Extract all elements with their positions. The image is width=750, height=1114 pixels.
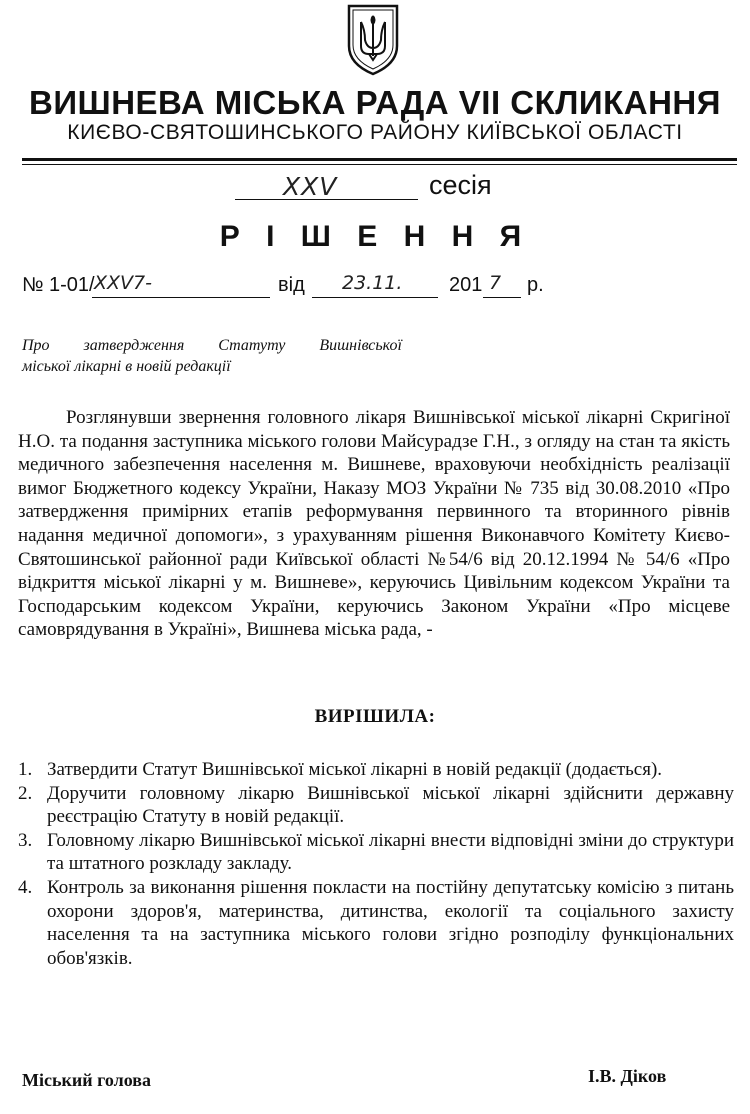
number-underline xyxy=(92,297,270,298)
item-number: 3. xyxy=(18,829,33,851)
list-item xyxy=(18,876,734,970)
decision-number: XXV7- xyxy=(94,272,152,294)
decision-title: Р І Ш Е Н Н Я xyxy=(219,220,531,253)
decision-date: 23.11. xyxy=(342,272,403,294)
subject-line-1: Про затвердження Статуту Вишнівської xyxy=(22,337,402,354)
council-region: КИЄВО-СВЯТОШИНСЬКОГО РАЙОНУ КИЇВСЬКОЇ ОБЛАСТІ xyxy=(67,121,683,144)
date-underline xyxy=(312,297,438,298)
coat-of-arms-icon xyxy=(343,0,403,78)
resolved-heading: ВИРІШИЛА: xyxy=(314,706,436,727)
subject-line-2: міської лікарні в новій редакції xyxy=(22,358,231,375)
list-item xyxy=(18,758,734,782)
item-number: 1. xyxy=(18,759,33,780)
list-item xyxy=(18,829,734,876)
item-text: Доручити головному лікарю Вишнівської міської лікарні здійснити державну реєстрацію Статуту в новій редакції. xyxy=(47,782,734,828)
council-name: ВИШНЕВА МІСЬКА РАДА VII СКЛИКАННЯ xyxy=(29,84,721,121)
decision-subject xyxy=(22,335,402,377)
signatory-name: І.В. Діков xyxy=(588,1066,667,1086)
year-prefix: 201 xyxy=(449,274,483,296)
session-label: сесія xyxy=(429,170,492,200)
year-digit: 7 xyxy=(489,272,502,294)
item-text: Затвердити Статут Вишнівської міської лікарні в новій редакції (додається). xyxy=(47,759,663,780)
year-underline xyxy=(483,297,521,298)
decision-items xyxy=(18,758,734,970)
number-prefix: № 1-01/ xyxy=(22,274,95,296)
signatory-title: Міський голова xyxy=(22,1070,151,1090)
preamble-paragraph: Розглянувши звернення головного лікаря Вишнівської міської лікарні Скригіної Н.О. та подання заступника міського голови Майсурадзе Г.Н., з огляду на стан та якість медичного забезпечення населення м. Вишневе, враховуючи необхідність реалізації вимог Бюджетного кодексу України, Наказу МОЗ України № 735 від 30.08.2010 «Про затвердження примірних етапів реформування первинного та вторинного рівнів надання медичної допомоги», з урахуванням рішення Виконавчого Комітету Києво-Святошинської районної ради Київської області №54/6 від 20.12.1994 № 54/6 «Про відкриття міської лікарні у м. Вишневе», керуючись Цивільним кодексом України та Господарським кодексом України, керуючись Законом України «Про місцеве самоврядування в Україні», Вишнева міська рада, - xyxy=(18,407,730,641)
item-number: 2. xyxy=(18,782,33,804)
header-divider-thin xyxy=(22,164,737,165)
item-number: 4. xyxy=(18,876,33,898)
item-text: Контроль за виконання рішення покласти на постійну депутатську комісію з питань охорони здоров'я, материнства, дитинства, екології та соціального захисту населення та на заступника міського голови згідно розподілу функціональних обов'язків. xyxy=(47,876,734,969)
item-text: Головному лікарю Вишнівської міської лікарні внести відповідні зміни до структури та штатного розкладу закладу. xyxy=(47,829,734,875)
session-number: XXV xyxy=(283,172,338,201)
year-suffix: р. xyxy=(527,274,544,296)
list-item xyxy=(18,782,734,829)
header-divider xyxy=(22,158,737,161)
session-line xyxy=(235,170,555,206)
date-prefix: від xyxy=(278,274,305,296)
decision-number-line xyxy=(22,272,582,306)
